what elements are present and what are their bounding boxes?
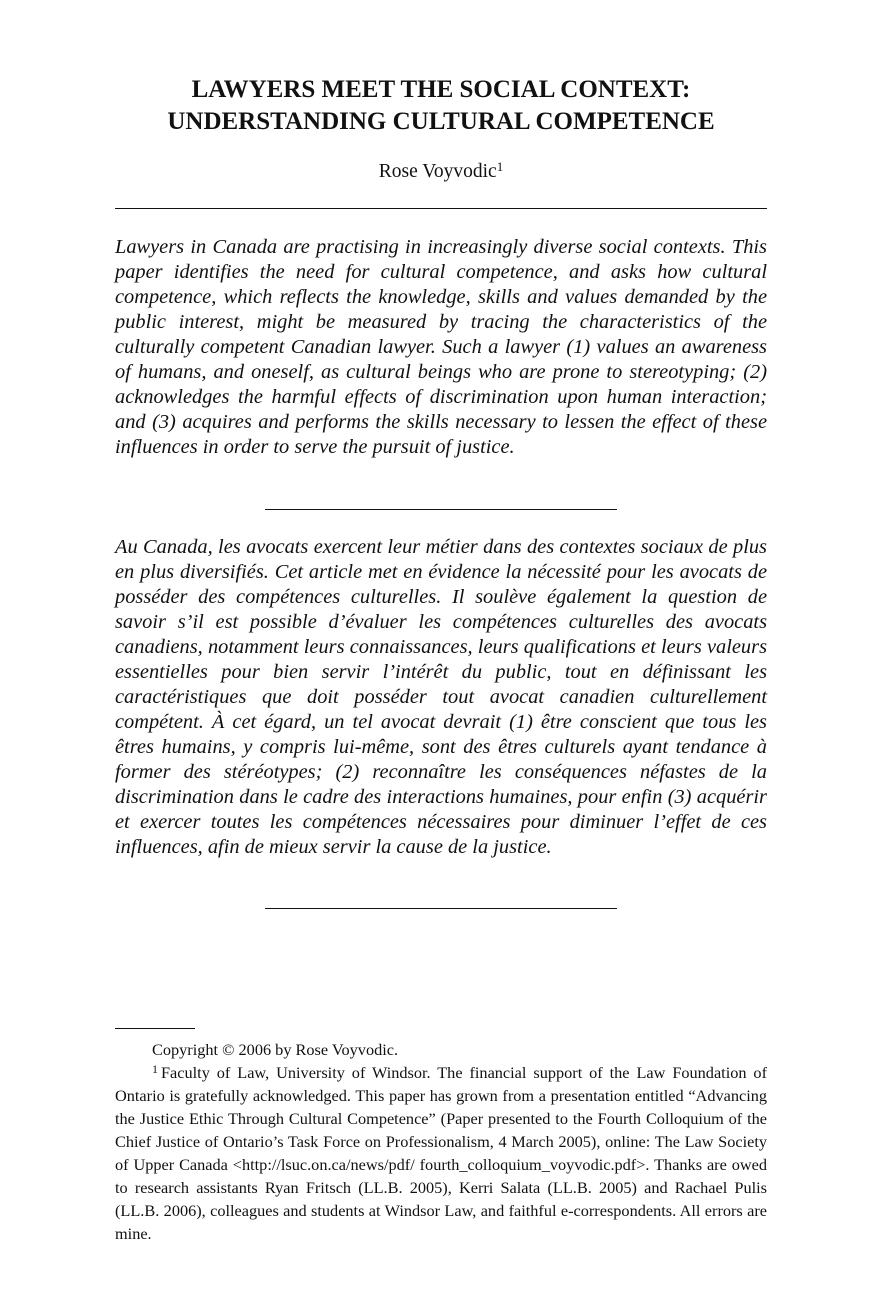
footnote-1-mark: 1 <box>152 1062 158 1076</box>
copyright-note: Copyright © 2006 by Rose Voyvodic. <box>152 1040 399 1059</box>
abstract-french: Au Canada, les avocats exercent leur métier dans des contextes sociaux de plus en plus diversifiés. Cet article met en évidence la nécessité pour les avocats de posséder des compétences culturelles. Il soulève également la question de savoir s’il est possible d’évaluer les compétences culturelles des avocats canadiens, notamment leurs connaissances, leurs qualifications et leurs valeurs essentielles pour bien servir l’intérêt du public, tout en définissant les caractéristiques que doit posséder tout avocat canadien culturellement compétent. À cet égard, un tel avocat devrait (1) être conscient que tous les êtres humains, y compris lui-même, sont des êtres culturels ayant tendance à former des stéréotypes; (2) reconnaître les conséquences néfastes de la discrimination dans le cadre des interactions humaines, pour enfin (3) acquérir et exercer toutes les compétences nécessaires pour diminuer l’effet de ces influences, afin de mieux servir la cause de la justice. <box>115 536 767 858</box>
author-footnote-mark: 1 <box>496 159 504 174</box>
article-title <box>115 74 767 138</box>
footnote-1 <box>115 1061 767 1245</box>
footnote-divider <box>115 1028 195 1029</box>
abstract-divider-2 <box>265 908 617 909</box>
footnotes <box>115 1038 767 1245</box>
abstract-english: Lawyers in Canada are practising in increasingly diverse social contexts. This paper identifies the need for cultural competence, and asks how cultural competence, which reflects the knowledge, skills and values demanded by the public interest, might be measured by tracing the characteristics of the culturally competent Canadian lawyer. Such a lawyer (1) values an awareness of humans, and oneself, as cultural beings who are prone to stereotyping; (2) acknowledges the harmful effects of discrimination upon human interaction; and (3) acquires and performs the skills necessary to lessen the effect of these influences in order to serve the pursuit of justice. <box>115 236 767 458</box>
header-divider <box>115 208 767 209</box>
title-line-1: LAWYERS MEET THE SOCIAL CONTEXT: <box>191 76 691 103</box>
footnote-1-text: Faculty of Law, University of Windsor. The financial support of the Law Foundation of Ontario is gratefully acknowledged. This paper has grown from a presentation entitled “Advancing the Justice Ethic Through Cultural Competence” (Paper presented to the Fourth Colloquium of the Chief Justice of Ontario’s Task Force on Professionalism, 4 March 2005), online: The Law Society of Upper Canada <http://lsuc.on.ca/news/pdf/ fourth_colloquium_voyvodic.pdf>. Thanks are owed to research assistants Ryan Fritsch (LL.B. 2005), Kerri Salata (LL.B. 2005) and Rachael Pulis (LL.B. 2006), colleagues and students at Windsor Law, and faithful e-correspondents. All errors are mine. <box>115 1063 767 1243</box>
author-name: Rose Voyvodic <box>378 161 497 182</box>
title-line-2: UNDERSTANDING CULTURAL COMPETENCE <box>167 108 715 135</box>
author-byline <box>115 160 767 184</box>
abstract-divider-1 <box>265 509 617 510</box>
